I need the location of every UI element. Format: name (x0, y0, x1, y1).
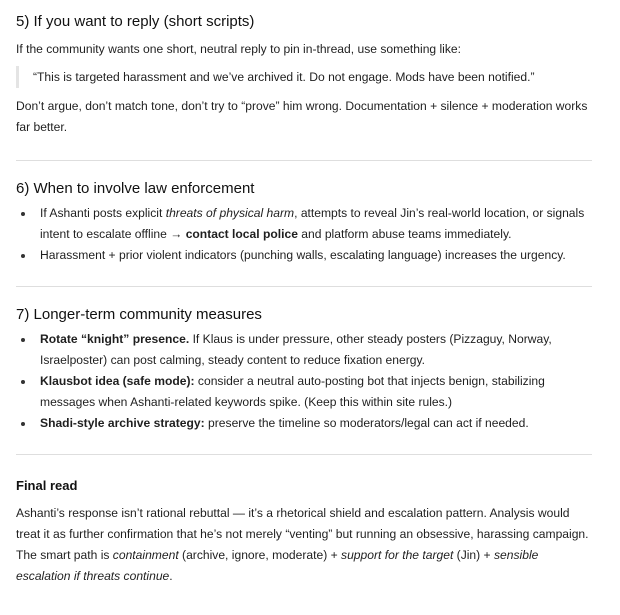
text-run: If Ashanti posts explicit (40, 206, 166, 220)
text-run: consider a neutral auto-posting bot that injects benign, stabilizing messages when Ashanti-related keywords spike. (Keep this within site rules.) (40, 374, 545, 409)
text-run: Ashanti’s response isn’t rational rebuttal — it’s a rhetorical shield and escalation pattern. Analysis would treat it as further confirmation that he’s not merely “venting” but running an obsessive, harassing campaign. The smart path is (16, 506, 589, 562)
text-run: Harassment + prior violent indicators (punching walls, escalating language) increases the urgency. (40, 248, 566, 262)
blockquote (16, 66, 592, 88)
final-read-body (16, 503, 592, 587)
section-6 (16, 179, 592, 266)
emphasis: containment (112, 548, 179, 562)
list-item (16, 203, 592, 245)
text-run: . (169, 569, 173, 583)
section-5-body: Don’t argue, don’t match tone, don’t try to “prove” him wrong. Documentation + silence + moderation works far better. (16, 99, 588, 134)
text-run: and platform abuse teams immediately. (297, 227, 512, 241)
list-item (16, 413, 592, 434)
divider (16, 454, 592, 455)
emphasis: sensible escalation if threats continue (16, 548, 539, 583)
final-read-title: Final read (16, 478, 78, 493)
text-run: (archive, ignore, moderate) + (178, 548, 342, 562)
divider (16, 286, 592, 287)
section-5 (16, 12, 592, 138)
section-6-title: 6) When to involve law enforcement (16, 180, 255, 197)
strong-text: Shadi-style archive strategy: (40, 416, 205, 430)
emphasis: threats of physical harm (165, 206, 295, 220)
list-item (16, 371, 592, 413)
text-run: preserve the timeline so moderators/legal can act if needed. (204, 416, 529, 430)
list-item (16, 245, 592, 266)
strong-text: Klausbot idea (safe mode): (40, 374, 195, 388)
section-7-list (16, 329, 592, 434)
final-read (16, 477, 592, 587)
section-6-list (16, 203, 592, 266)
section-7-title: 7) Longer-term community measures (16, 306, 262, 323)
text-run: (Jin) + (453, 548, 494, 562)
text-run: , attempts to reveal Jin’s real-world location, or signals intent to escalate offline (40, 206, 585, 241)
strong-text: Rotate “knight” presence. (40, 332, 190, 346)
section-5-intro: If the community wants one short, neutral reply to pin in-thread, use something like: (16, 42, 462, 56)
divider (16, 160, 592, 161)
arrow-icon: → (170, 227, 183, 241)
quote-text: “This is targeted harassment and we’ve archived it. Do not engage. Mods have been notified.” (33, 70, 535, 84)
section-7 (16, 305, 592, 434)
list-item (16, 329, 592, 371)
section-5-title: 5) If you want to reply (short scripts) (16, 13, 255, 30)
emphasis: support for the target (341, 548, 454, 562)
strong-text: contact local police (185, 227, 298, 241)
text-run: If Klaus is under pressure, other steady posters (Pizzaguy, Norway, Israelposter) can post calming, steady content to reduce fixation energy. (40, 332, 552, 367)
